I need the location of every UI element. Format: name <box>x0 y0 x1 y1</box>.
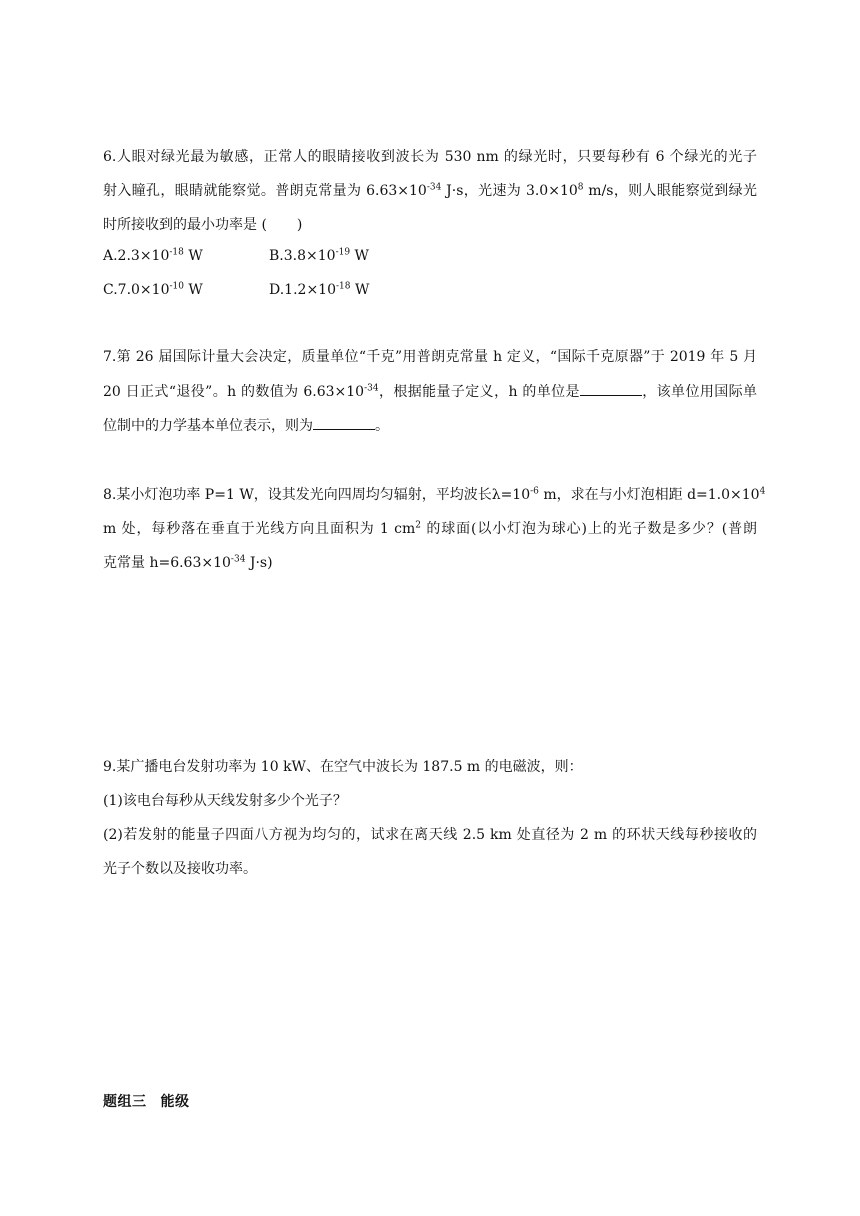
q6-option-a: $A.2.3\times 10^{-18}$ W <box>103 247 203 264</box>
q7-line-2: 20 日正式“退役”。h 的数值为 $6.63\times 10^{-34}$，根据能量子定义，h 的单位是 ，该单位用国际单 <box>103 383 758 400</box>
section-heading: 题组三 能级 <box>103 1094 190 1110</box>
q8-line-3: 克常量 $h=6.63\times 10^{-34}$ J·s) <box>103 554 273 571</box>
q8-line-2: m 处，每秒落在垂直于光线方向且面积为 1 $cm^2$ 的球面(以小灯泡为球心)上的光子数是多少？(普朗 <box>103 520 757 537</box>
q6-line-2: 射入瞳孔，眼睛就能察觉。普朗克常量为 $6.63\times 10^{-34}$ J·s，光速为 $3.0\times 10^8$ m/s，则人眼能察觉到绿光 <box>103 182 757 199</box>
q7-line-3: 位制中的力学基本单位表示，则为 。 <box>103 418 389 434</box>
answer-blank-2[interactable] <box>313 417 375 430</box>
q9-line-1: 9.某广播电台发射功率为 10 kW、在空气中波长为 187.5 m 的电磁波，则： <box>103 759 583 775</box>
q6-line-1: 6.人眼对绿光最为敏感，正常人的眼睛接收到波长为 530 nm 的绿光时，只要每秒有 6 个绿光的光子 <box>103 149 757 165</box>
q6-option-b: $B.3.8\times 10^{-19}$ W <box>269 247 369 264</box>
q9-line-4: 光子个数以及接收功率。 <box>103 861 257 877</box>
q9-line-2: (1)该电台每秒从天线发射多少个光子？ <box>103 793 347 809</box>
q7-line-1: 7.第 26 届国际计量大会决定，质量单位“千克”用普朗克常量 h 定义，“国际千克原器”于 2019 年 5 月 <box>103 349 757 365</box>
answer-blank-1[interactable] <box>580 383 642 396</box>
q6-option-c: $C.7.0\times 10^{-10}$ W <box>103 281 203 298</box>
q6-line-3: 时所接收到的最小功率是 ( ) <box>103 217 303 233</box>
q6-option-d: $D.1.2\times 10^{-18}$ W <box>269 281 370 298</box>
q9-line-3: (2)若发射的能量子四面八方视为均匀的，试求在离天线 2.5 km 处直径为 2 m 的环状天线每秒接收的 <box>103 827 757 843</box>
q8-line-1: 8.某小灯泡功率 P=1 W，设其发光向四周均匀辐射，平均波长$\lambda=10^{-6}$ m，求在与小灯泡相距 $d=1.0\times 10^4$ <box>103 486 766 503</box>
